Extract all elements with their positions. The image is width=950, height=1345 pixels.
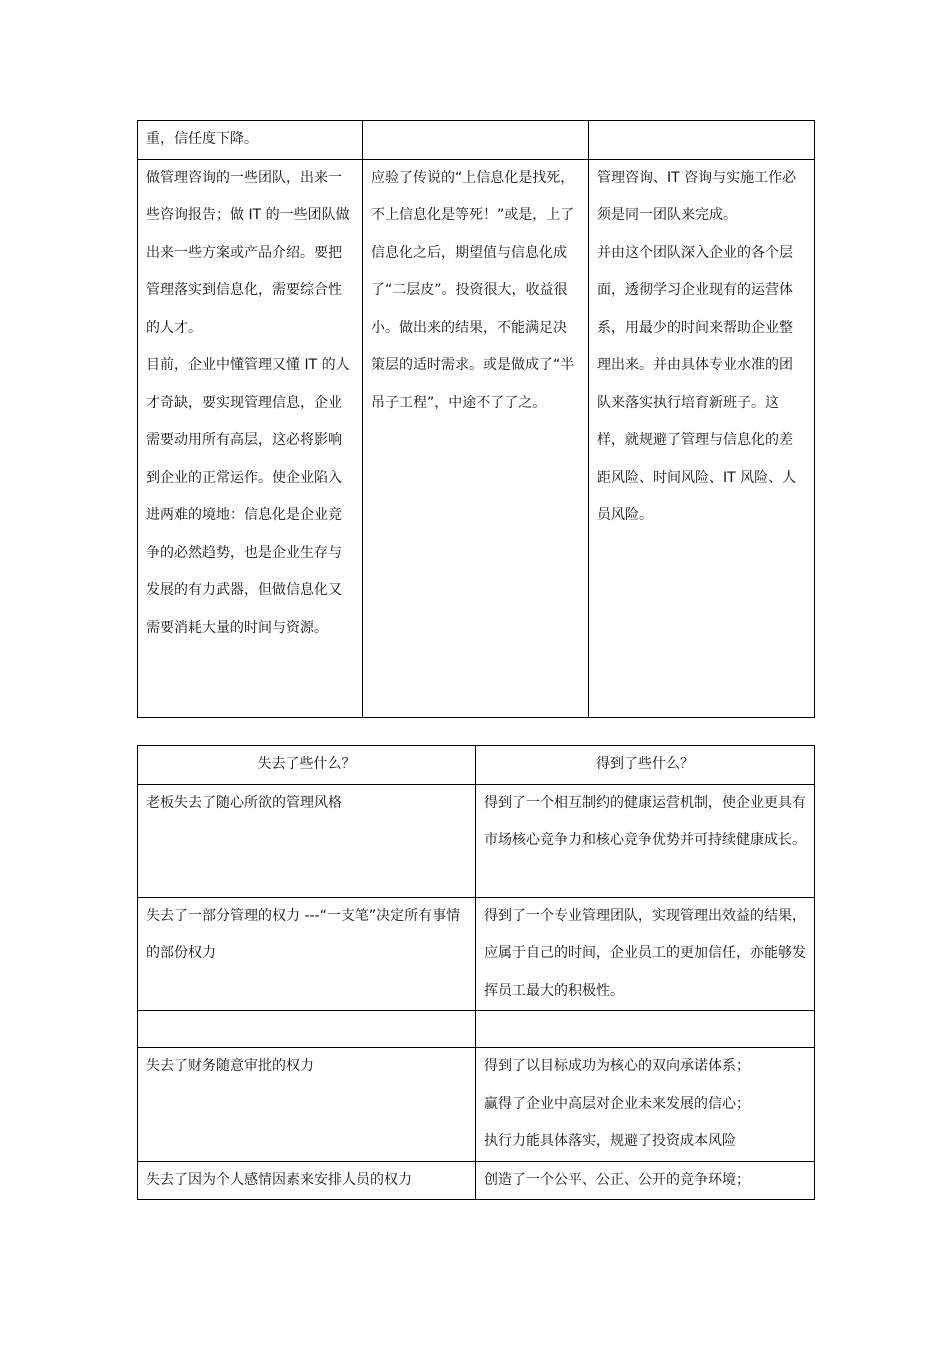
table-row <box>138 1011 815 1048</box>
table-row <box>138 121 815 160</box>
table-cell: 失去了一部分管理的权力 ---“一支笔”决定所有事情的部份权力 <box>138 897 476 1011</box>
table-cell: 老板失去了随心所欲的管理风格 <box>138 784 476 897</box>
table-cell: 做管理咨询的一些团队，出来一些咨询报告；做 IT 的一些团队做出来一些方案或产品介绍。要把管理落实到信息化，需要综合性的人才。 目前，企业中懂管理又懂 IT 的人才奇缺，要实现管理信息，企业需要动用所有高层，这必将影响到企业的正常运作。使企业陷入进两难的境地：信息化是企业竞争的必然趋势，也是企业生存与发展的有力武器，但做信息化又需要消耗大量的时间与资源。 <box>138 159 363 717</box>
table-row <box>138 897 815 1011</box>
table-cell: 失去了财务随意审批的权力 <box>138 1048 476 1162</box>
table-cell <box>363 121 589 160</box>
table-row <box>138 1048 815 1162</box>
table-cell: 管理咨询、IT 咨询与实施工作必须是同一团队来完成。 并由这个团队深入企业的各个层面，透彻学习企业现有的运营体系，用最少的时间来帮助企业整理出来。并由具体专业水准的团队来落实执行培育新班子。这样，就规避了管理与信息化的差距风险、时间风险、IT 风险、人员风险。 <box>589 159 815 717</box>
table-cell <box>476 1011 815 1048</box>
table-cell: 得到了一个相互制约的健康运营机制，使企业更具有市场核心竞争力和核心竞争优势并可持续健康成长。 <box>476 784 815 897</box>
table-cell <box>138 1011 476 1048</box>
table-cell: 得到了以目标成功为核心的双向承诺体系； 赢得了企业中高层对企业未来发展的信心； 执行力能具体落实，规避了投资成本风险 <box>476 1048 815 1162</box>
header-lost: 失去了些什么？ <box>138 746 476 785</box>
table-header-row <box>138 746 815 785</box>
table-cell <box>589 121 815 160</box>
gain-loss-table <box>137 745 815 1200</box>
table-cell: 失去了因为个人感情因素来安排人员的权力 <box>138 1161 476 1200</box>
table-row <box>138 784 815 897</box>
table-cell: 创造了一个公平、公正、公开的竞争环境； <box>476 1161 815 1200</box>
table-cell: 得到了一个专业管理团队，实现管理出效益的结果，应属于自己的时间，企业员工的更加信任，亦能够发挥员工最大的积极性。 <box>476 897 815 1011</box>
table-cell: 应验了传说的“上信息化是找死，不上信息化是等死！”或是，上了信息化之后，期望值与信息化成了“二层皮”。投资很大，收益很小。做出来的结果，不能满足决策层的适时需求。或是做成了“半吊子工程”，中途不了了之。 <box>363 159 589 717</box>
table-row <box>138 159 815 717</box>
header-gained: 得到了些什么？ <box>476 746 815 785</box>
table-cell: 重，信任度下降。 <box>138 121 363 160</box>
table-row <box>138 1161 815 1200</box>
comparison-table-continued <box>137 120 815 718</box>
